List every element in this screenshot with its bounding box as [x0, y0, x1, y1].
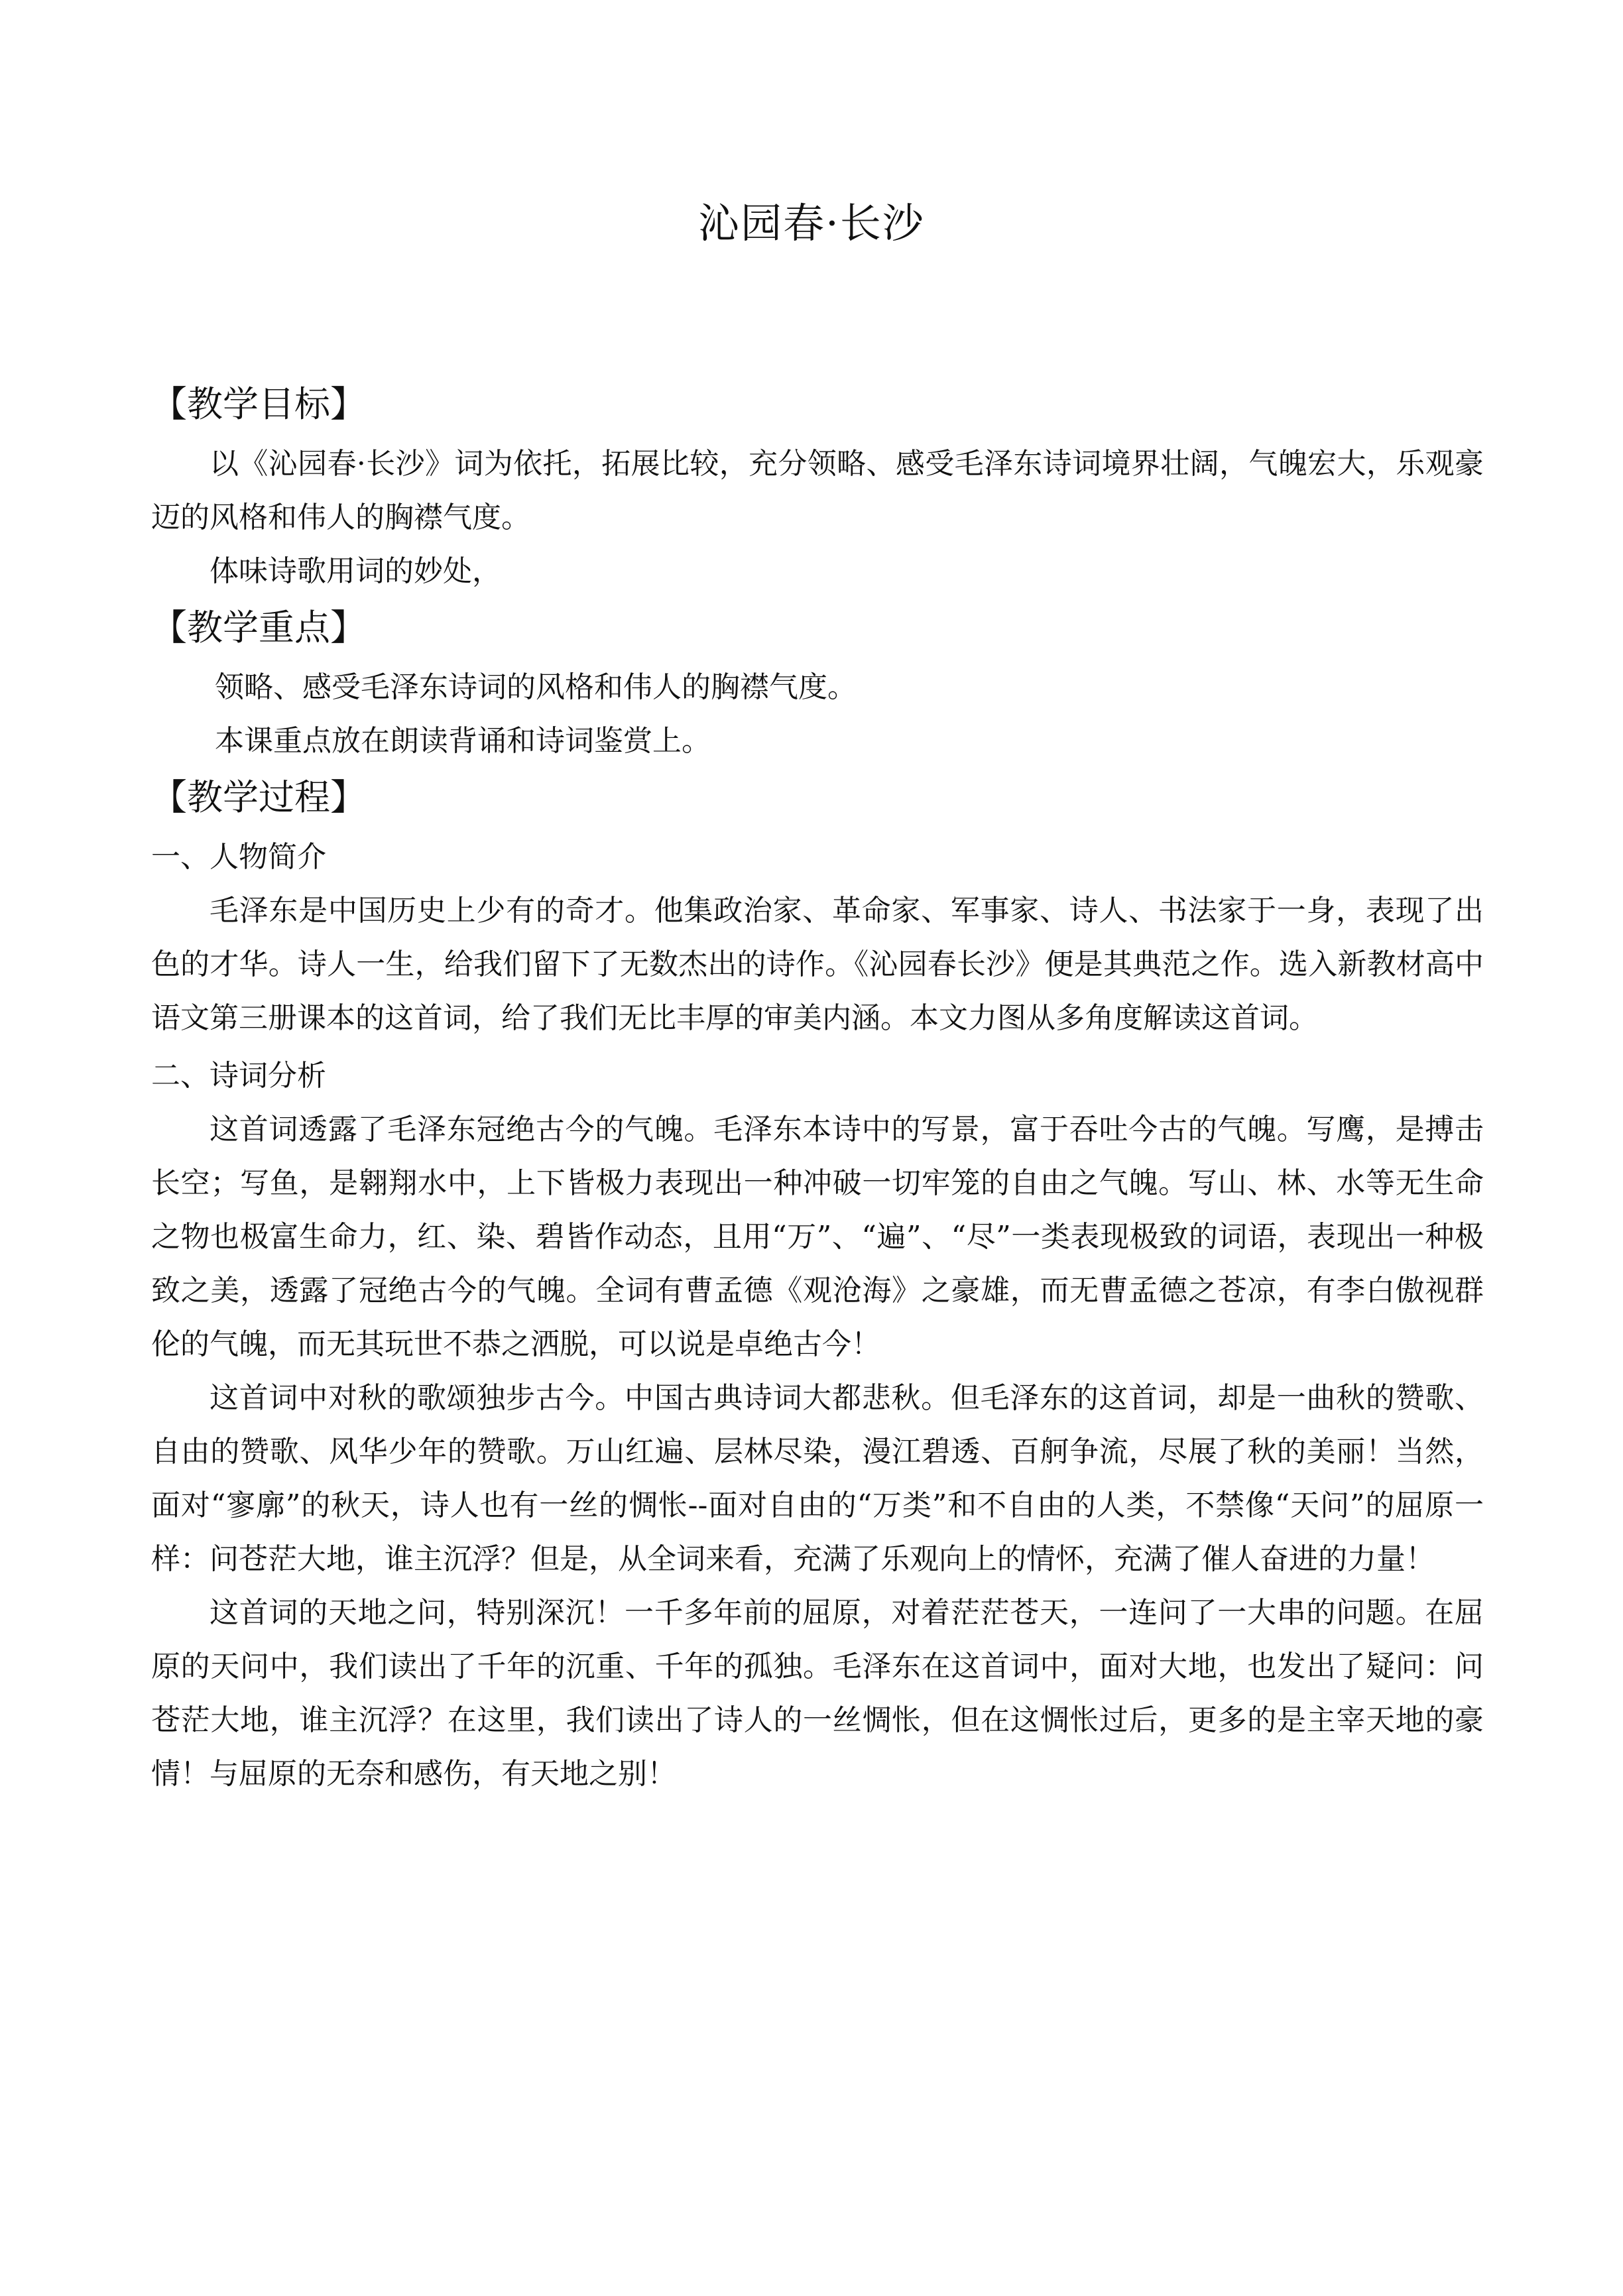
- heading-teaching-goals: 【教学目标】: [151, 383, 366, 425]
- person-intro-paragraph: 毛泽东是中国历史上少有的奇才。他集政治家、革命家、军事家、诗人、书法家于一身，表现了出色的才华。诗人一生，给我们留下了无数杰出的诗作。《沁园春长沙》便是其典范之作。选入新教材高中语文第三册课本的这首词，给了我们无比丰厚的审美内涵。本文力图从多角度解读这首词。: [151, 894, 1484, 1035]
- goals-paragraph-2: 体味诗歌用词的妙处，: [210, 554, 501, 588]
- analysis-paragraph-3: 这首词的天地之问，特别深沉！一千多年前的屈原，对着茫茫苍天，一连问了一大串的问题。在屈原的天问中，我们读出了千年的沉重、千年的孤独。毛泽东在这首词中，面对大地，也发出了疑问：问苍茫大地，谁主沉浮？在这里，我们读出了诗人的一丝惆怅，但在这惆怅过后，更多的是主宰天地的豪情！与屈原的无奈和感伤，有天地之别！: [151, 1596, 1484, 1791]
- heading-teaching-focus: 【教学重点】: [151, 607, 366, 648]
- focus-paragraph-2: 本课重点放在朗读背诵和诗词鉴赏上。: [215, 724, 711, 758]
- document-title: 沁园春·长沙: [698, 199, 925, 247]
- subheading-person-intro: 一、人物简介: [151, 840, 326, 874]
- heading-teaching-process: 【教学过程】: [151, 776, 366, 818]
- subheading-poem-analysis: 二、诗词分析: [151, 1059, 326, 1093]
- goals-paragraph-1: 以《沁园春·长沙》词为依托，拓展比较，充分领略、感受毛泽东诗词境界壮阔，气魄宏大，乐观豪迈的风格和伟人的胸襟气度。: [151, 447, 1484, 534]
- analysis-paragraph-1: 这首词透露了毛泽东冠绝古今的气魄。毛泽东本诗中的写景，富于吞吐今古的气魄。写鹰，是搏击长空；写鱼，是翱翔水中，上下皆极力表现出一种冲破一切牢笼的自由之气魄。写山、林、水等无生命之物也极富生命力，红、染、碧皆作动态，且用“万”、“遍”、“尽”一类表现极致的词语，表现出一种极致之美，透露了冠绝古今的气魄。全词有曹孟德《观沧海》之豪雄，而无曹孟德之苍凉，有李白傲视群伦的气魄，而无其玩世不恭之洒脱，可以说是卓绝古今！: [151, 1113, 1484, 1361]
- analysis-paragraph-2: 这首词中对秋的歌颂独步古今。中国古典诗词大都悲秋。但毛泽东的这首词，却是一曲秋的赞歌、自由的赞歌、风华少年的赞歌。万山红遍、层林尽染，漫江碧透、百舸争流，尽展了秋的美丽！当然，面对“寥廓”的秋天，诗人也有一丝的惆怅--面对自由的“万类”和不自由的人类，不禁像“天问”的屈原一样：问苍茫大地，谁主沉浮？但是，从全词来看，充满了乐观向上的情怀，充满了催人奋进的力量！: [151, 1381, 1484, 1576]
- focus-paragraph-1: 领略、感受毛泽东诗词的风格和伟人的胸襟气度。: [215, 670, 857, 704]
- document-body: [151, 375, 1484, 1801]
